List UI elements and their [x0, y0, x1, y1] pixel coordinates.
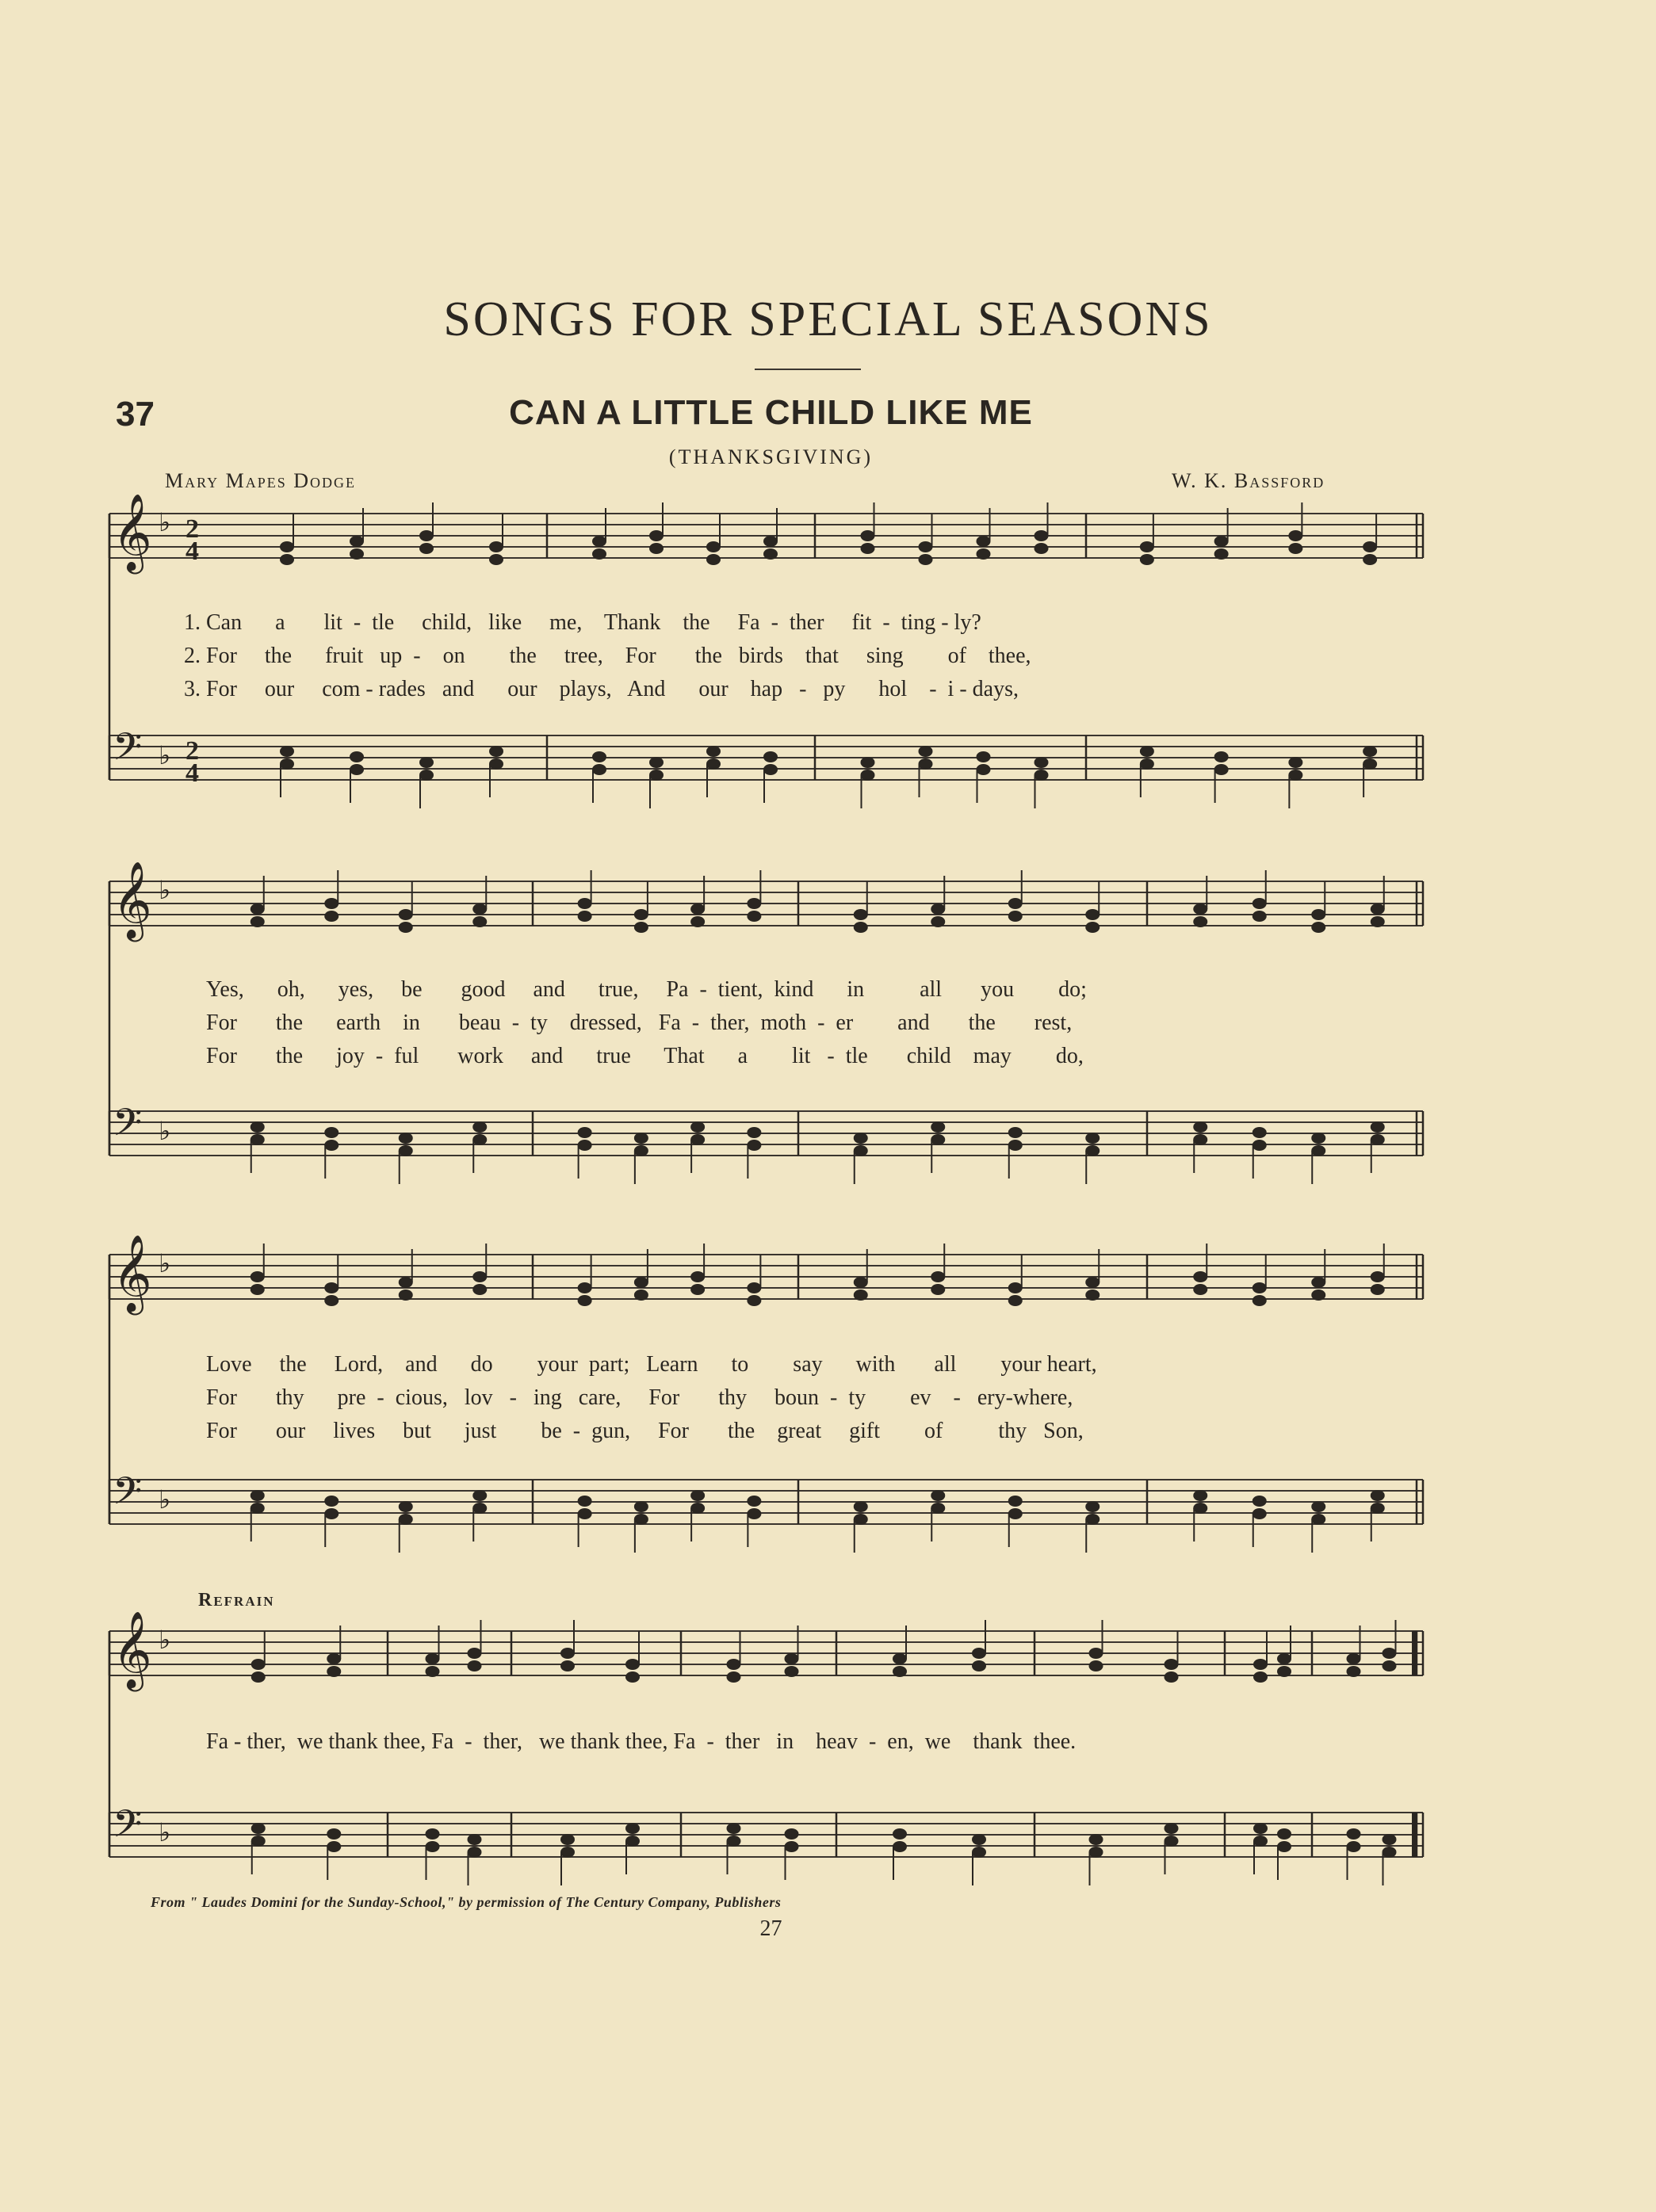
notehead: [931, 1503, 945, 1514]
lyric-line-system3-verse3: For our lives but just be - gun, For the great gift of thy Son,: [206, 1419, 1084, 1443]
treble-clef-icon: 𝄞: [113, 861, 152, 938]
notehead: [1214, 764, 1229, 775]
notehead: [727, 1836, 741, 1847]
notehead: [763, 548, 778, 560]
notehead: [578, 1496, 592, 1507]
key-signature-flat-icon: ♭: [159, 875, 171, 905]
notehead: [747, 1508, 761, 1519]
notehead: [468, 1847, 482, 1858]
bass-clef-icon: 𝄢: [113, 1801, 143, 1855]
notehead: [1253, 911, 1267, 922]
notehead: [854, 1289, 868, 1301]
notehead: [1288, 757, 1302, 768]
notehead: [854, 1514, 868, 1525]
publisher-credit: From " Laudes Domini for the Sunday-School," by permission of The Century Company, Publishers: [151, 1894, 782, 1910]
notehead: [280, 554, 294, 565]
notehead: [1277, 1666, 1291, 1677]
notehead: [1035, 770, 1049, 781]
notehead: [472, 1284, 487, 1295]
notehead: [972, 1847, 986, 1858]
notehead: [706, 746, 721, 757]
notehead: [854, 922, 868, 933]
lyric-line-system3-verse2: For thy pre - cious, lov - ing care, For thy boun - ty ev - ery-where,: [206, 1385, 1073, 1410]
notehead: [472, 1271, 487, 1282]
treble-clef-icon: 𝄞: [113, 1610, 152, 1688]
notehead: [324, 1140, 338, 1151]
notehead: [1311, 1514, 1325, 1525]
notehead: [747, 898, 761, 909]
notehead: [649, 757, 664, 768]
notehead: [1347, 1841, 1361, 1852]
bass-clef-icon: 𝄢: [113, 1469, 143, 1522]
notehead: [472, 1503, 487, 1514]
notehead: [1165, 1823, 1179, 1834]
time-signature-denominator: 4: [185, 758, 199, 788]
notehead: [1288, 543, 1302, 554]
notehead: [972, 1834, 986, 1845]
notehead: [634, 1277, 648, 1288]
notehead: [1371, 1271, 1385, 1282]
notehead: [1371, 1134, 1385, 1145]
notehead: [634, 1289, 648, 1301]
notehead: [1008, 1140, 1023, 1151]
notehead: [251, 916, 265, 927]
notehead: [399, 1133, 413, 1144]
notehead: [1085, 922, 1100, 933]
notehead: [977, 751, 991, 762]
notehead: [578, 1295, 592, 1306]
refrain-label: Refrain: [198, 1590, 275, 1610]
notehead: [578, 1140, 592, 1151]
notehead: [251, 1134, 265, 1145]
notehead: [251, 1490, 265, 1501]
lyric-line-system3-verse1: Love the Lord, and do your part; Learn to say with all your heart,: [206, 1352, 1097, 1377]
notehead: [578, 1127, 592, 1138]
notehead: [1193, 1284, 1207, 1295]
notehead: [251, 1823, 266, 1834]
lyricist-credit: Mary Mapes Dodge: [165, 469, 357, 492]
notehead: [747, 1295, 761, 1306]
notehead: [931, 1121, 945, 1133]
notehead: [324, 1508, 338, 1519]
notehead: [854, 1145, 868, 1156]
notehead: [727, 1823, 741, 1834]
lyric-line-system2-verse1: Yes, oh, yes, be good and true, Pa - tient, kind in all you do;: [206, 977, 1087, 1002]
notehead: [785, 1666, 799, 1677]
lyric-line-refrain: Fa - ther, we thank thee, Fa - ther, we thank thee, Fa - ther in heav - en, we thank thee.: [206, 1729, 1077, 1754]
notehead: [350, 751, 364, 762]
notehead: [251, 1671, 266, 1683]
notehead: [1140, 541, 1154, 552]
notehead: [489, 758, 503, 770]
notehead: [327, 1828, 341, 1840]
notehead: [854, 1133, 868, 1144]
notehead: [1165, 1671, 1179, 1683]
notehead: [634, 1145, 648, 1156]
lyric-line-system2-verse3: For the joy - ful work and true That a lit - tle child may do,: [206, 1044, 1084, 1068]
notehead: [634, 1133, 648, 1144]
notehead: [747, 1282, 761, 1293]
notehead: [280, 758, 294, 770]
notehead: [1277, 1841, 1291, 1852]
notehead: [251, 1503, 265, 1514]
section-title: SONGS FOR SPECIAL SEASONS: [443, 292, 1213, 346]
notehead: [1383, 1834, 1397, 1845]
notehead: [690, 1284, 705, 1295]
notehead: [419, 757, 434, 768]
notehead: [861, 543, 875, 554]
notehead: [324, 1295, 338, 1306]
notehead: [578, 1282, 592, 1293]
notehead: [854, 1501, 868, 1512]
notehead: [426, 1653, 440, 1664]
notehead: [468, 1648, 482, 1659]
notehead: [1347, 1653, 1361, 1664]
notehead: [706, 758, 721, 770]
notehead: [931, 904, 945, 915]
notehead: [350, 764, 364, 775]
notehead: [1371, 1284, 1385, 1295]
notehead: [1371, 904, 1385, 915]
notehead: [419, 543, 434, 554]
notehead: [1140, 746, 1154, 757]
notehead: [1193, 1503, 1207, 1514]
notehead: [399, 1145, 413, 1156]
notehead: [1035, 543, 1049, 554]
notehead: [690, 1503, 705, 1514]
notehead: [747, 1496, 761, 1507]
notehead: [1214, 548, 1229, 560]
notehead: [251, 1121, 265, 1133]
bass-clef-icon: 𝄢: [113, 724, 143, 778]
notehead: [861, 770, 875, 781]
notehead: [706, 541, 721, 552]
notehead: [472, 916, 487, 927]
notehead: [1363, 758, 1377, 770]
notehead: [1165, 1836, 1179, 1847]
notehead: [489, 554, 503, 565]
notehead: [472, 1134, 487, 1145]
lyric-line-system2-verse2: For the earth in beau - ty dressed, Fa - ther, moth - er and the rest,: [206, 1010, 1073, 1035]
notehead: [399, 922, 413, 933]
notehead: [919, 746, 933, 757]
notehead: [1008, 898, 1023, 909]
notehead: [1085, 1133, 1100, 1144]
notehead: [324, 911, 338, 922]
notehead: [1008, 1127, 1023, 1138]
notehead: [625, 1823, 640, 1834]
notehead: [560, 1847, 575, 1858]
notehead: [1085, 909, 1100, 920]
notehead: [861, 530, 875, 541]
notehead: [468, 1660, 482, 1671]
notehead: [690, 1271, 705, 1282]
notehead: [592, 764, 606, 775]
notehead: [1383, 1660, 1397, 1671]
notehead: [472, 904, 487, 915]
notehead: [1371, 1490, 1385, 1501]
notehead: [634, 1514, 648, 1525]
notehead: [1140, 758, 1154, 770]
notehead: [977, 548, 991, 560]
notehead: [419, 770, 434, 781]
notehead: [690, 1134, 705, 1145]
notehead: [972, 1660, 986, 1671]
notehead: [1311, 909, 1325, 920]
notehead: [893, 1828, 907, 1840]
notehead: [1193, 1134, 1207, 1145]
notehead: [1363, 541, 1377, 552]
notehead: [1193, 1490, 1207, 1501]
notehead: [919, 758, 933, 770]
notehead: [690, 904, 705, 915]
notehead: [893, 1841, 907, 1852]
notehead: [649, 530, 664, 541]
notehead: [399, 1289, 413, 1301]
notehead: [747, 1140, 761, 1151]
notehead: [1214, 751, 1229, 762]
notehead: [1193, 916, 1207, 927]
notehead: [972, 1648, 986, 1659]
notehead: [592, 751, 606, 762]
treble-clef-icon: 𝄞: [113, 1234, 152, 1312]
notehead: [931, 1271, 945, 1282]
notehead: [1089, 1648, 1103, 1659]
time-signature-denominator: 4: [185, 537, 199, 566]
notehead: [1253, 1496, 1267, 1507]
notehead: [419, 530, 434, 541]
notehead: [747, 1127, 761, 1138]
treble-clef-icon: 𝄞: [113, 493, 152, 571]
notehead: [251, 1271, 265, 1282]
notehead: [350, 548, 364, 560]
notehead: [1288, 530, 1302, 541]
notehead: [1371, 916, 1385, 927]
notehead: [1363, 746, 1377, 757]
notehead: [649, 770, 664, 781]
notehead: [1288, 770, 1302, 781]
notehead: [578, 898, 592, 909]
notehead: [785, 1828, 799, 1840]
notehead: [763, 751, 778, 762]
notehead: [1347, 1828, 1361, 1840]
notehead: [1253, 1282, 1267, 1293]
composer-credit: W. K. Bassford: [1172, 469, 1325, 492]
notehead: [251, 1284, 265, 1295]
notehead: [426, 1666, 440, 1677]
notehead: [1371, 1121, 1385, 1133]
final-double-bar: [1412, 1631, 1417, 1675]
notehead: [1008, 1496, 1023, 1507]
notehead: [251, 1836, 266, 1847]
notehead: [690, 916, 705, 927]
notehead: [931, 1284, 945, 1295]
notehead: [1085, 1289, 1100, 1301]
notehead: [472, 1121, 487, 1133]
notehead: [747, 911, 761, 922]
notehead: [1085, 1514, 1100, 1525]
lyric-line-system1-verse3: 3. For our com - rades and our plays, And our hap - py hol - i - days,: [184, 677, 1019, 701]
notehead: [854, 1277, 868, 1288]
notehead: [785, 1841, 799, 1852]
notehead: [1193, 1271, 1207, 1282]
notehead: [1277, 1828, 1291, 1840]
key-signature-flat-icon: ♭: [159, 1484, 171, 1515]
notehead: [1193, 1121, 1207, 1133]
notehead: [1311, 1289, 1325, 1301]
notehead: [1253, 898, 1267, 909]
notehead: [634, 909, 648, 920]
notehead: [977, 764, 991, 775]
notehead: [399, 1501, 413, 1512]
notehead: [1035, 757, 1049, 768]
notehead: [919, 541, 933, 552]
notehead: [1383, 1847, 1397, 1858]
notehead: [634, 922, 648, 933]
notehead: [625, 1659, 640, 1670]
notehead: [468, 1834, 482, 1845]
notehead: [634, 1501, 648, 1512]
notehead: [489, 541, 503, 552]
notehead: [592, 548, 606, 560]
notehead: [1085, 1501, 1100, 1512]
notehead: [1277, 1653, 1291, 1664]
lyric-line-system1-verse2: 2. For the fruit up - on the tree, For the birds that sing of thee,: [184, 644, 1031, 668]
notehead: [1253, 1823, 1268, 1834]
notehead: [690, 1490, 705, 1501]
notehead: [426, 1828, 440, 1840]
notehead: [350, 536, 364, 547]
key-signature-flat-icon: ♭: [159, 1817, 171, 1847]
notehead: [489, 746, 503, 757]
notehead: [324, 1127, 338, 1138]
notehead: [727, 1671, 741, 1683]
hymn-subtitle: (THANKSGIVING): [668, 445, 874, 468]
notehead: [1311, 922, 1325, 933]
notehead: [560, 1834, 575, 1845]
notehead: [327, 1841, 341, 1852]
notehead: [931, 1134, 945, 1145]
notehead: [324, 1282, 338, 1293]
notehead: [1383, 1648, 1397, 1659]
notehead: [399, 1514, 413, 1525]
notehead: [931, 916, 945, 927]
notehead: [690, 1121, 705, 1133]
notehead: [1253, 1127, 1267, 1138]
notehead: [280, 541, 294, 552]
notehead: [578, 1508, 592, 1519]
notehead: [1311, 1145, 1325, 1156]
notehead: [251, 1659, 266, 1670]
notehead: [1311, 1501, 1325, 1512]
notehead: [324, 898, 338, 909]
notehead: [763, 536, 778, 547]
notehead: [1085, 1277, 1100, 1288]
notehead: [1089, 1834, 1103, 1845]
notehead: [1347, 1666, 1361, 1677]
notehead: [327, 1666, 341, 1677]
notehead: [649, 543, 664, 554]
notehead: [251, 904, 265, 915]
notehead: [1371, 1503, 1385, 1514]
notehead: [1253, 1140, 1267, 1151]
time-signature-numerator: 2: [185, 736, 199, 766]
notehead: [399, 1277, 413, 1288]
notehead: [1253, 1671, 1268, 1683]
notehead: [763, 764, 778, 775]
notehead: [977, 536, 991, 547]
hymn-title: CAN A LITTLE CHILD LIKE ME: [509, 393, 1033, 432]
notehead: [280, 746, 294, 757]
time-signature-numerator: 2: [185, 514, 199, 544]
notehead: [560, 1660, 575, 1671]
notehead: [706, 554, 721, 565]
notehead: [592, 536, 606, 547]
notehead: [399, 909, 413, 920]
notehead: [931, 1490, 945, 1501]
notehead: [1253, 1508, 1267, 1519]
hymn-number: 37: [116, 395, 155, 434]
notehead: [1311, 1133, 1325, 1144]
notehead: [861, 757, 875, 768]
notehead: [1214, 536, 1229, 547]
notehead: [727, 1659, 741, 1670]
notehead: [324, 1496, 338, 1507]
final-double-bar: [1412, 1813, 1417, 1857]
notehead: [893, 1666, 907, 1677]
notehead: [1253, 1836, 1268, 1847]
notehead: [1140, 554, 1154, 565]
notehead: [919, 554, 933, 565]
notehead: [327, 1653, 341, 1664]
notehead: [1165, 1659, 1179, 1670]
key-signature-flat-icon: ♭: [159, 507, 171, 537]
notehead: [625, 1836, 640, 1847]
notehead: [1008, 1282, 1023, 1293]
notehead: [426, 1841, 440, 1852]
notehead: [1008, 1295, 1023, 1306]
notehead: [1085, 1145, 1100, 1156]
page-number: 27: [759, 1916, 782, 1941]
notehead: [854, 909, 868, 920]
notehead: [1311, 1277, 1325, 1288]
notehead: [1193, 904, 1207, 915]
notehead: [1253, 1295, 1267, 1306]
notehead: [1253, 1659, 1268, 1670]
notehead: [1008, 911, 1023, 922]
notehead: [560, 1648, 575, 1659]
notehead: [1089, 1847, 1103, 1858]
notehead: [893, 1653, 907, 1664]
key-signature-flat-icon: ♭: [159, 1248, 171, 1278]
bass-clef-icon: 𝄢: [113, 1100, 143, 1154]
notehead: [1089, 1660, 1103, 1671]
notehead: [785, 1653, 799, 1664]
notehead: [1008, 1508, 1023, 1519]
notehead: [1035, 530, 1049, 541]
notehead: [472, 1490, 487, 1501]
lyric-line-system1-verse1: 1. Can a lit - tle child, like me, Thank the Fa - ther fit - ting - ly?: [184, 610, 981, 635]
key-signature-flat-icon: ♭: [159, 1116, 171, 1146]
notehead: [625, 1671, 640, 1683]
notehead: [1363, 554, 1377, 565]
notehead: [578, 911, 592, 922]
key-signature-flat-icon: ♭: [159, 740, 171, 770]
key-signature-flat-icon: ♭: [159, 1625, 171, 1655]
